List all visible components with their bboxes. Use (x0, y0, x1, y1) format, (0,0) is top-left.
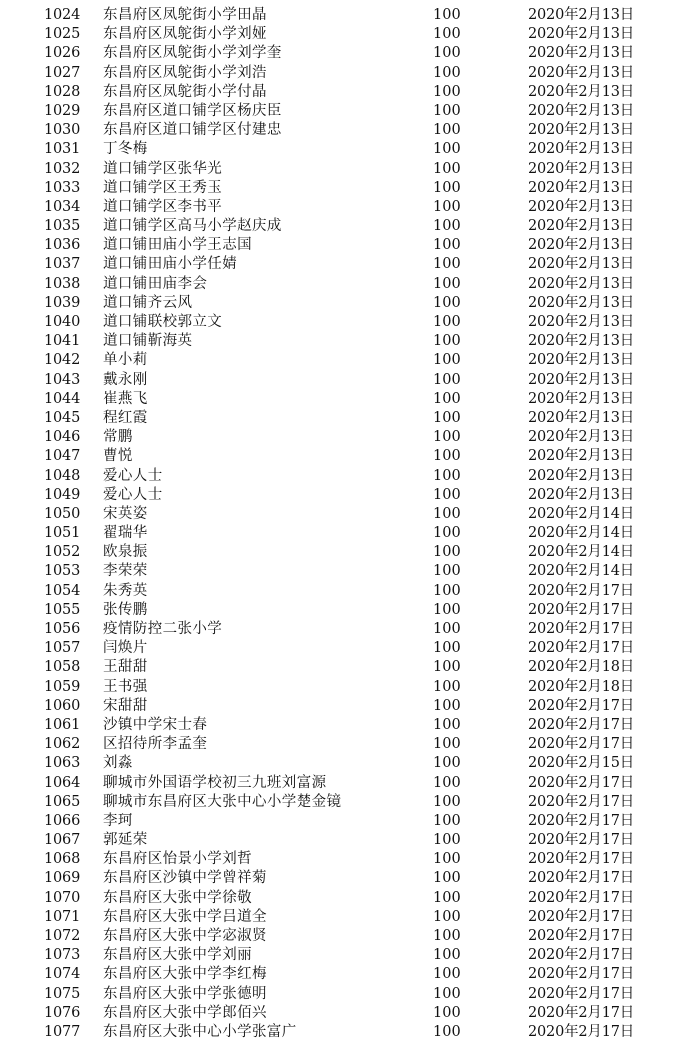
donor-name: 东昌府区沙镇中学曾祥菊 (103, 870, 267, 887)
donation-date: 2020年2月17日 (528, 966, 635, 983)
donor-name: 郭延荣 (103, 832, 148, 849)
donor-name: 区招待所李孟奎 (103, 736, 208, 753)
donation-amount: 100 (433, 736, 461, 753)
table-row (0, 25, 700, 44)
donation-amount: 100 (433, 544, 461, 561)
donation-date: 2020年2月13日 (528, 83, 635, 100)
table-row (0, 831, 700, 850)
donor-name: 单小莉 (103, 352, 148, 369)
donor-name: 东昌府区大张中心小学张富广 (103, 1023, 297, 1040)
donation-amount: 100 (433, 640, 461, 657)
table-row (0, 850, 700, 869)
donation-date: 2020年2月17日 (528, 889, 635, 906)
donation-date: 2020年2月17日 (528, 908, 635, 925)
donation-amount: 100 (433, 333, 461, 350)
donation-amount: 100 (433, 237, 461, 254)
donor-name: 道口铺学区李书平 (103, 198, 223, 215)
donation-date: 2020年2月13日 (528, 198, 635, 215)
donation-amount: 100 (433, 83, 461, 100)
donation-date: 2020年2月17日 (528, 736, 635, 753)
row-number: 1067 (44, 832, 81, 849)
row-number: 1061 (44, 716, 81, 733)
table-row (0, 774, 700, 793)
donor-name: 道口铺学区张华光 (103, 160, 223, 177)
table-row (0, 467, 700, 486)
table-row (0, 332, 700, 351)
row-number: 1047 (44, 448, 81, 465)
row-number: 1060 (44, 697, 81, 714)
row-number: 1056 (44, 621, 81, 637)
row-number: 1043 (44, 371, 81, 388)
donor-name: 东昌府区大张中学宓淑贤 (103, 928, 267, 944)
donation-date: 2020年2月18日 (528, 678, 635, 695)
table-row (0, 313, 700, 332)
donor-name: 丁冬梅 (103, 141, 148, 158)
donor-name: 道口铺田庙小学任婧 (103, 256, 238, 273)
table-row (0, 275, 700, 294)
donor-name: 东昌府区凤鸵街小学刘学奎 (103, 45, 282, 62)
table-row (0, 447, 700, 466)
row-number: 1024 (44, 7, 81, 23)
row-number: 1044 (44, 390, 81, 407)
table-row (0, 160, 700, 179)
donor-name: 朱秀英 (103, 582, 148, 599)
table-row (0, 658, 700, 677)
table-row (0, 697, 700, 716)
donation-date: 2020年2月17日 (528, 851, 635, 868)
donation-amount: 100 (433, 179, 461, 196)
row-number: 1034 (44, 198, 81, 215)
row-number: 1029 (44, 102, 81, 119)
table-row (0, 83, 700, 102)
donation-amount: 100 (433, 678, 461, 695)
donation-amount: 100 (433, 1004, 461, 1021)
donation-date: 2020年2月13日 (528, 179, 635, 196)
donation-date: 2020年2月17日 (528, 582, 635, 599)
donor-name: 翟瑞华 (103, 525, 148, 542)
table-row (0, 985, 700, 1004)
row-number: 1071 (44, 908, 81, 925)
table-row (0, 543, 700, 562)
row-number: 1038 (44, 275, 81, 292)
donor-name: 疫情防控二张小学 (103, 621, 223, 637)
row-number: 1068 (44, 851, 81, 868)
donation-amount: 100 (433, 64, 461, 81)
row-number: 1065 (44, 793, 81, 810)
table-row (0, 64, 700, 83)
row-number: 1028 (44, 83, 81, 100)
row-number: 1055 (44, 601, 81, 618)
donation-amount: 100 (433, 966, 461, 983)
donation-date: 2020年2月13日 (528, 26, 635, 43)
table-row (0, 217, 700, 236)
donation-amount: 100 (433, 889, 461, 906)
donor-name: 东昌府区大张中学徐敬 (103, 889, 252, 906)
donation-date: 2020年2月13日 (528, 467, 635, 484)
table-row (0, 236, 700, 255)
row-number: 1074 (44, 966, 81, 983)
donation-amount: 100 (433, 218, 461, 235)
donor-name: 程红霞 (103, 409, 148, 426)
row-number: 1052 (44, 544, 81, 561)
donation-date: 2020年2月17日 (528, 1004, 635, 1021)
table-row (0, 562, 700, 581)
donation-date: 2020年2月13日 (528, 7, 635, 23)
table-row (0, 351, 700, 370)
donation-amount: 100 (433, 505, 461, 522)
donor-name: 爱心人士 (103, 467, 163, 484)
donor-name: 戴永刚 (103, 371, 148, 388)
row-number: 1041 (44, 333, 81, 350)
donation-amount: 100 (433, 486, 461, 503)
donation-amount: 100 (433, 659, 461, 676)
donor-name: 欧泉振 (103, 544, 148, 561)
donor-name: 沙镇中学宋士春 (103, 716, 208, 733)
donation-date: 2020年2月14日 (528, 525, 635, 542)
table-row (0, 639, 700, 658)
donor-name: 闫焕片 (103, 640, 148, 657)
table-row (0, 198, 700, 217)
table-row (0, 524, 700, 543)
row-number: 1066 (44, 812, 81, 829)
row-number: 1059 (44, 678, 81, 695)
table-row (0, 1004, 700, 1023)
donation-amount: 100 (433, 160, 461, 177)
donation-amount: 100 (433, 294, 461, 311)
donor-name: 道口铺田庙小学王志国 (103, 237, 252, 254)
donation-amount: 100 (433, 1023, 461, 1040)
donation-date: 2020年2月17日 (528, 793, 635, 810)
donation-amount: 100 (433, 467, 461, 484)
donation-date: 2020年2月13日 (528, 160, 635, 177)
row-number: 1054 (44, 582, 81, 599)
donation-amount: 100 (433, 985, 461, 1002)
donation-date: 2020年2月13日 (528, 429, 635, 446)
row-number: 1077 (44, 1023, 81, 1040)
table-row (0, 908, 700, 927)
table-row (0, 371, 700, 390)
donor-name: 曹悦 (103, 448, 133, 465)
row-number: 1076 (44, 1004, 81, 1021)
donation-amount: 100 (433, 563, 461, 580)
donation-date: 2020年2月17日 (528, 601, 635, 618)
donor-name: 道口铺齐云风 (103, 294, 193, 311)
row-number: 1025 (44, 26, 81, 43)
donation-date: 2020年2月13日 (528, 237, 635, 254)
donation-amount: 100 (433, 26, 461, 43)
table-row (0, 140, 700, 159)
table-row (0, 486, 700, 505)
donation-amount: 100 (433, 429, 461, 446)
donor-name: 东昌府区凤鸵街小学刘浩 (103, 64, 267, 81)
donation-amount: 100 (433, 947, 461, 964)
donor-name: 王甜甜 (103, 659, 148, 676)
donor-name: 刘淼 (103, 755, 133, 772)
row-number: 1058 (44, 659, 81, 676)
donor-name: 东昌府区大张中学张德明 (103, 985, 267, 1002)
row-number: 1045 (44, 409, 81, 426)
table-row (0, 6, 700, 25)
donation-amount: 100 (433, 45, 461, 62)
donor-name: 道口铺靳海英 (103, 333, 193, 350)
donation-amount: 100 (433, 582, 461, 599)
donation-date: 2020年2月13日 (528, 486, 635, 503)
donation-date: 2020年2月13日 (528, 390, 635, 407)
row-number: 1048 (44, 467, 81, 484)
table-row (0, 582, 700, 601)
row-number: 1073 (44, 947, 81, 964)
donation-date: 2020年2月13日 (528, 294, 635, 311)
row-number: 1040 (44, 314, 81, 330)
donation-date: 2020年2月17日 (528, 774, 635, 791)
donor-name: 李荣荣 (103, 563, 148, 580)
donation-amount: 100 (433, 275, 461, 292)
row-number: 1064 (44, 774, 81, 791)
donation-date: 2020年2月13日 (528, 409, 635, 426)
table-row (0, 716, 700, 735)
donation-date: 2020年2月13日 (528, 141, 635, 158)
donation-amount: 100 (433, 390, 461, 407)
table-row (0, 754, 700, 773)
donation-date: 2020年2月17日 (528, 870, 635, 887)
donor-name: 道口铺田庙李会 (103, 275, 208, 292)
donation-amount: 100 (433, 256, 461, 273)
table-row (0, 255, 700, 274)
donation-date: 2020年2月17日 (528, 812, 635, 829)
donation-amount: 100 (433, 716, 461, 733)
donation-date: 2020年2月13日 (528, 102, 635, 119)
donation-amount: 100 (433, 812, 461, 829)
donation-date: 2020年2月13日 (528, 45, 635, 62)
row-number: 1069 (44, 870, 81, 887)
donation-date: 2020年2月13日 (528, 122, 635, 139)
donor-name: 东昌府区凤鸵街小学田晶 (103, 7, 267, 23)
row-number: 1032 (44, 160, 81, 177)
row-number: 1057 (44, 640, 81, 657)
row-number: 1051 (44, 525, 81, 542)
table-row (0, 428, 700, 447)
donation-date: 2020年2月17日 (528, 985, 635, 1002)
row-number: 1033 (44, 179, 81, 196)
donation-date: 2020年2月17日 (528, 947, 635, 964)
donation-amount: 100 (433, 352, 461, 369)
donation-date: 2020年2月13日 (528, 256, 635, 273)
donor-name: 张传鹏 (103, 601, 148, 618)
donation-amount: 100 (433, 908, 461, 925)
donor-name: 崔燕飞 (103, 390, 148, 407)
row-number: 1072 (44, 928, 81, 944)
donation-amount: 100 (433, 448, 461, 465)
donation-date: 2020年2月15日 (528, 755, 635, 772)
donation-date: 2020年2月13日 (528, 448, 635, 465)
donation-amount: 100 (433, 141, 461, 158)
row-number: 1039 (44, 294, 81, 311)
donation-date: 2020年2月13日 (528, 352, 635, 369)
donation-amount: 100 (433, 7, 461, 23)
table-row (0, 946, 700, 965)
donor-name: 东昌府区大张中学刘丽 (103, 947, 252, 964)
table-row (0, 812, 700, 831)
row-number: 1037 (44, 256, 81, 273)
donation-date: 2020年2月17日 (528, 832, 635, 849)
donation-amount: 100 (433, 371, 461, 388)
table-row (0, 927, 700, 946)
donor-name: 王书强 (103, 678, 148, 695)
donor-name: 李珂 (103, 812, 133, 829)
row-number: 1035 (44, 218, 81, 235)
row-number: 1053 (44, 563, 81, 580)
donation-amount: 100 (433, 409, 461, 426)
donation-date: 2020年2月13日 (528, 218, 635, 235)
table-row (0, 179, 700, 198)
donation-date: 2020年2月17日 (528, 621, 635, 637)
row-number: 1030 (44, 122, 81, 139)
donation-date: 2020年2月13日 (528, 371, 635, 388)
donation-amount: 100 (433, 621, 461, 637)
donor-name: 东昌府区道口铺学区杨庆臣 (103, 102, 282, 119)
table-row (0, 409, 700, 428)
donation-amount: 100 (433, 774, 461, 791)
donor-name: 东昌府区大张中学李红梅 (103, 966, 267, 983)
donor-name: 东昌府区大张中学郎佰兴 (103, 1004, 267, 1021)
row-number: 1027 (44, 64, 81, 81)
table-row (0, 735, 700, 754)
donation-amount: 100 (433, 755, 461, 772)
table-row (0, 390, 700, 409)
donation-date: 2020年2月17日 (528, 640, 635, 657)
table-row (0, 44, 700, 63)
row-number: 1042 (44, 352, 81, 369)
donation-amount: 100 (433, 697, 461, 714)
donation-amount: 100 (433, 793, 461, 810)
table-row (0, 889, 700, 908)
donation-date: 2020年2月17日 (528, 716, 635, 733)
donation-amount: 100 (433, 198, 461, 215)
donor-name: 东昌府区大张中学吕道全 (103, 908, 267, 925)
donation-date: 2020年2月14日 (528, 544, 635, 561)
donor-name: 东昌府区凤鸵街小学付晶 (103, 83, 267, 100)
donor-name: 聊城市东昌府区大张中心小学楚金镜 (103, 793, 342, 810)
donor-name: 宋英姿 (103, 505, 148, 522)
table-row (0, 1023, 700, 1042)
donation-amount: 100 (433, 525, 461, 542)
donation-date: 2020年2月13日 (528, 275, 635, 292)
table-row (0, 965, 700, 984)
donor-name: 爱心人士 (103, 486, 163, 503)
table-row (0, 793, 700, 812)
donor-name: 宋甜甜 (103, 697, 148, 714)
donor-name: 常鹏 (103, 429, 133, 446)
table-row (0, 505, 700, 524)
donor-name: 道口铺学区高马小学赵庆成 (103, 218, 282, 235)
row-number: 1070 (44, 889, 81, 906)
donation-date: 2020年2月13日 (528, 333, 635, 350)
table-row (0, 678, 700, 697)
donation-amount: 100 (433, 851, 461, 868)
donation-date: 2020年2月17日 (528, 1023, 635, 1040)
table-row (0, 869, 700, 888)
donation-table (0, 6, 700, 1042)
table-row (0, 102, 700, 121)
donation-amount: 100 (433, 870, 461, 887)
donation-date: 2020年2月14日 (528, 563, 635, 580)
table-row (0, 601, 700, 620)
donation-date: 2020年2月17日 (528, 697, 635, 714)
donor-name: 东昌府区道口铺学区付建忠 (103, 122, 282, 139)
donor-name: 道口铺联校郭立文 (103, 314, 223, 330)
donor-name: 聊城市外国语学校初三九班刘富源 (103, 774, 327, 791)
row-number: 1026 (44, 45, 81, 62)
row-number: 1031 (44, 141, 81, 158)
row-number: 1050 (44, 505, 81, 522)
donation-date: 2020年2月17日 (528, 928, 635, 944)
donor-name: 东昌府区怡景小学刘哲 (103, 851, 252, 868)
donor-name: 东昌府区凤鸵街小学刘娅 (103, 26, 267, 43)
donation-amount: 100 (433, 102, 461, 119)
donation-amount: 100 (433, 928, 461, 944)
donation-amount: 100 (433, 314, 461, 330)
donor-name: 道口铺学区王秀玉 (103, 179, 223, 196)
row-number: 1046 (44, 429, 81, 446)
donation-date: 2020年2月18日 (528, 659, 635, 676)
row-number: 1063 (44, 755, 81, 772)
table-row (0, 294, 700, 313)
donation-date: 2020年2月13日 (528, 64, 635, 81)
donation-amount: 100 (433, 122, 461, 139)
row-number: 1062 (44, 736, 81, 753)
donation-date: 2020年2月14日 (528, 505, 635, 522)
row-number: 1075 (44, 985, 81, 1002)
donation-date: 2020年2月13日 (528, 314, 635, 330)
row-number: 1036 (44, 237, 81, 254)
table-row (0, 620, 700, 639)
donation-amount: 100 (433, 601, 461, 618)
table-row (0, 121, 700, 140)
row-number: 1049 (44, 486, 81, 503)
donation-amount: 100 (433, 832, 461, 849)
